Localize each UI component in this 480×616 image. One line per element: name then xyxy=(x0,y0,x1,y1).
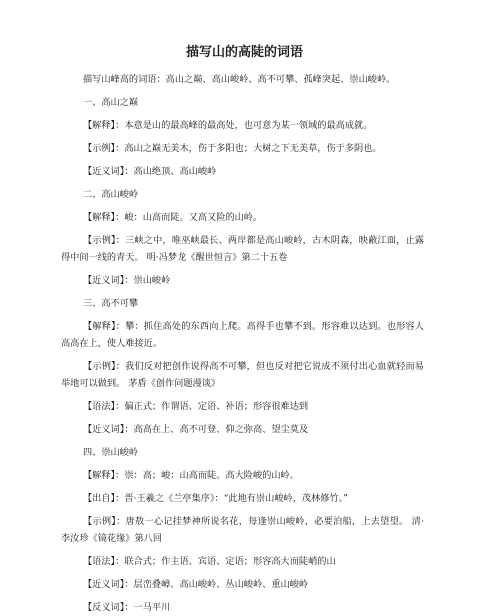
section-heading: 一、高山之巅 xyxy=(83,97,139,108)
section-heading: 三、高不可攀 xyxy=(83,298,139,309)
section-line: 【近义词】：崇山峻岭 xyxy=(83,275,171,286)
section-line: 【近义词】：高高在上、高不可登、仰之弥高、望尘莫及 xyxy=(83,424,309,435)
section-line: 【反义词】：一马平川 xyxy=(83,602,171,613)
section-line: 【近义词】：高山绝顶、高山峻岭 xyxy=(83,166,217,177)
section-line: 【近义词】：层峦叠嶂、高山峻岭、丛山峻岭、重山峻岭 xyxy=(83,579,309,590)
section-line: 【解释】：崇：高；峻：山高而陡。高大险峻的山岭。 xyxy=(83,470,299,481)
section-line: 【示例】：三峡之中，唯巫峡最长、两岸都是高山峻岭，古木阴森，映蔽江面，止露得中间一线的青天。 明·冯梦龙《醒世恒言》第二十五卷 xyxy=(61,235,424,263)
intro-text: 描写山峰高的词语：高山之巅、高山峻岭、高不可攀、孤峰突起、崇山峻岭。 xyxy=(83,74,396,85)
section-line: 【解释】：本意是山的最高峰的最高处，也可意为某一领域的最高成就。 xyxy=(83,120,373,131)
section-line: 【解释】：攀：抓住高处的东西向上爬。高得手也攀不到。形容难以达到。也形容人高高在上，使人难接近。 xyxy=(61,321,424,349)
section-line: 【出自】：晋·王羲之《兰亭集序》：“此地有崇山峻岭，茂林修竹。” xyxy=(83,493,348,504)
section-line: 【语法】：偏正式；作谓语、定语、补语；形容很难达到 xyxy=(83,401,309,412)
page-title: 描写山的高陡的词语 xyxy=(185,45,303,60)
section-heading: 四、崇山峻岭 xyxy=(83,447,139,458)
section-line: 【解释】：峻：山高而陡。又高又险的山岭。 xyxy=(83,212,263,223)
section-line: 【示例】：唐敖一心记挂梦神所说名花，每逢崇山峻岭，必要泊船，上去望望。 清·李汝珍《镜花缘》第八回 xyxy=(61,516,424,544)
section-line: 【示例】：我们反对把创作说得高不可攀，但也反对把它说成不须付出心血就轻而易举地可以做到。 茅盾《创作问题漫谈》 xyxy=(61,361,424,389)
section-line: 【示例】：高山之巅无美木，伤于多阳也；大树之下无美草，伤于多阴也。 xyxy=(83,143,382,154)
section-heading: 二、高山峻岭 xyxy=(83,189,139,200)
section-line: 【语法】：联合式；作主语、宾语、定语；形容高大而陡峭的山 xyxy=(83,556,336,567)
